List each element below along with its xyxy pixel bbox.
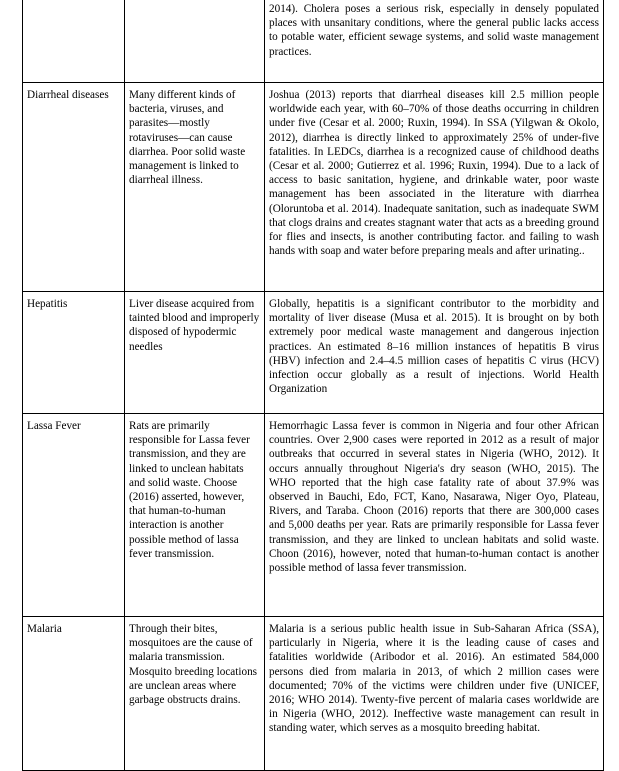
effect-cell: Liver disease acquired from tainted blood and improperly disposed of hypodermic needles bbox=[125, 292, 265, 414]
table-row bbox=[23, 83, 604, 292]
description-cell: Hemorrhagic Lassa fever is common in Nigeria and four other African countries. Over 2,900 cases were reported in 2012 as a result of major outbreaks that occurred in several states in Nigeria (WHO, 2012). It occurs annually throughout Nigeria's dry season (WHO, 2015). The WHO reported that the high case fatality rate of about 37.9% was observed in Bauchi, Edo, FCT, Kano, Nasarawa, Niger Oyo, Plateau, Rivers, and Taraba. Choon (2016) reports that there are 300,000 cases and 5,000 deaths per year. Rats are primarily responsible for Lassa fever transmission, and they are linked to unclean habitats and solid waste. Choon (2016), however, noted that human-to-human contact is another possible method of lassa fever transmission. bbox=[265, 414, 604, 617]
effect-cell: Many different kinds of bacteria, viruses, and parasites—mostly rotaviruses—can cause diarrhea. Poor solid waste management is linked to diarrheal illness. bbox=[125, 83, 265, 292]
disease-table bbox=[22, 0, 604, 771]
description-cell: Globally, hepatitis is a significant contributor to the morbidity and mortality of liver disease (Musa et al. 2015). It is brought on by both extremely poor medical waste management and dangerous injection practices. An estimated 8–16 million instances of hepatitis B virus (HBV) infection and 2.4–4.5 million cases of hepatitis C virus (HCV) infection occur globally as a result of injections. World Health Organization bbox=[265, 292, 604, 414]
effect-cell bbox=[125, 0, 265, 83]
table-row bbox=[23, 414, 604, 617]
description-cell: 2014). Cholera poses a serious risk, especially in densely populated places with unsanitary conditions, where the general public lacks access to potable water, efficient sewage systems, and solid waste management practices. bbox=[265, 0, 604, 83]
description-cell: Joshua (2013) reports that diarrheal diseases kill 2.5 million people worldwide each year, with 60–70% of those deaths occurring in children under five (Cesar et al. 2000; Ruxin, 1994). In SSA (Yilgwan & Okolo, 2012), diarrhea is directly linked to approximately 25% of under-five fatalities. In LEDCs, diarrhea is a recognized cause of childhood deaths (Cesar et al. 2000; Gutierrez et al. 1996; Ruxin, 1994). Due to a lack of access to basic sanitation, hygiene, and drinkable water, poor waste management has been associated in the literature with diarrhea (Oloruntoba et al. 2014). Inadequate sanitation, such as inadequate SWM that clogs drains and creates stagnant water that acts as a breeding ground for flies and insects, is another contributing factor. and failing to wash hands with soap and water before preparing meals and after urinating.. bbox=[265, 83, 604, 292]
disease-cell: Diarrheal diseases bbox=[23, 83, 125, 292]
disease-cell: Malaria bbox=[23, 617, 125, 771]
disease-cell bbox=[23, 0, 125, 83]
effect-cell: Rats are primarily responsible for Lassa fever transmission, and they are linked to unclean habitats and solid waste. Choose (2016) asserted, however, that human-to-human interaction is another possible method of lassa fever transmission. bbox=[125, 414, 265, 617]
table-row bbox=[23, 0, 604, 83]
description-cell: Malaria is a serious public health issue in Sub-Saharan Africa (SSA), particularly in Nigeria, where it is the leading cause of cases and fatalities worldwide (Aribodor et al. 2016). An estimated 584,000 persons died from malaria in 2013, of which 2 million cases were documented; 70% of the victims were children under five (UNICEF, 2016; WHO 2014). Twenty-five percent of malaria cases worldwide are in Nigeria (WHO, 2012). Ineffective waste management can result in standing water, which serves as a mosquito breeding habitat. bbox=[265, 617, 604, 771]
disease-cell: Lassa Fever bbox=[23, 414, 125, 617]
disease-cell: Hepatitis bbox=[23, 292, 125, 414]
table-row bbox=[23, 292, 604, 414]
table-row bbox=[23, 617, 604, 771]
effect-cell: Through their bites, mosquitoes are the cause of malaria transmission. Mosquito breeding locations are unclean areas where garbage obstructs drains. bbox=[125, 617, 265, 771]
